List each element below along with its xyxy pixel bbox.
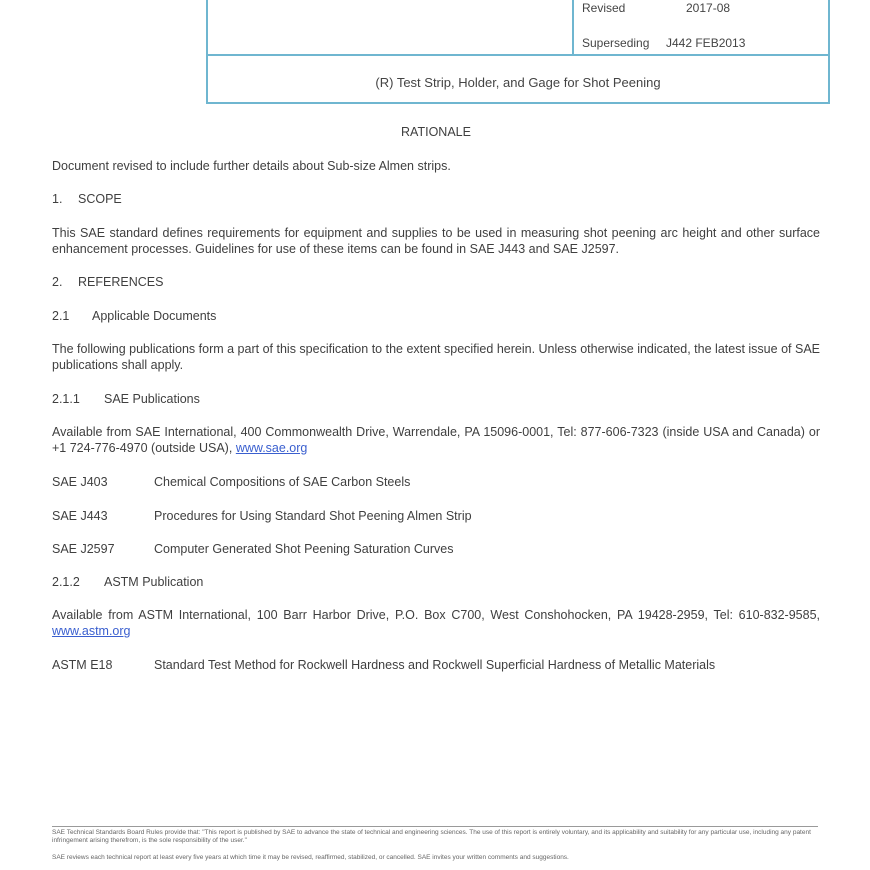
references-heading bbox=[52, 274, 820, 290]
applicable-documents-heading bbox=[52, 308, 820, 324]
reference-code: SAE J403 bbox=[52, 475, 108, 489]
astm-publication-heading bbox=[52, 574, 820, 590]
scope-title: SCOPE bbox=[78, 192, 122, 206]
applicable-documents-text: The following publications form a part of this specification to the extent specified herein. Unless otherwise indicated, the latest issue of SAE publications shall apply. bbox=[52, 342, 820, 372]
astm-website-link[interactable]: www.astm.org bbox=[52, 624, 131, 638]
header-divider-vertical bbox=[572, 0, 574, 56]
superseding-label: Superseding bbox=[582, 36, 650, 50]
applicable-number: 2.1 bbox=[52, 309, 70, 323]
rationale-text: Document revised to include further details about Sub-size Almen strips. bbox=[52, 159, 451, 173]
reference-code: SAE J2597 bbox=[52, 542, 115, 556]
scope-heading bbox=[52, 191, 820, 207]
references-title: REFERENCES bbox=[78, 275, 164, 289]
reference-item bbox=[52, 508, 820, 524]
reference-item bbox=[52, 657, 820, 673]
scope-text: This SAE standard defines requirements for equipment and supplies to be used in measuring shot peening arc height and other surface enhancement processes. Guidelines for use of these items can be found in SAE J443 and SAE J2597. bbox=[52, 226, 820, 256]
reference-title: Computer Generated Shot Peening Saturation Curves bbox=[154, 542, 454, 556]
sae-website-link[interactable]: www.sae.org bbox=[235, 441, 308, 455]
reference-code: SAE J443 bbox=[52, 509, 108, 523]
sae-number: 2.1.1 bbox=[52, 392, 80, 406]
sae-publications-text bbox=[52, 424, 820, 456]
astm-availability: Available from ASTM International, 100 Barr Harbor Drive, P.O. Box C700, West Conshohocken, PA 19428-2959, Tel: 610-832-9585, bbox=[52, 608, 820, 622]
header-divider-horizontal bbox=[208, 54, 828, 56]
revised-value: 2017-08 bbox=[686, 1, 731, 15]
sae-availability: Available from SAE International, 400 Commonwealth Drive, Warrendale, PA 15096-0001, Tel: 877-606-7323 (inside USA and Canada) or +1 724-776-4970 (outside USA), bbox=[52, 425, 820, 455]
reference-title: Procedures for Using Standard Shot Peening Almen Strip bbox=[154, 509, 472, 523]
footer-review-text: SAE reviews each technical report at least every five years at which time it may be revised, reaffirmed, stabilized, or cancelled. SAE invites your written comments and suggestions. bbox=[52, 854, 569, 861]
scope-number: 1. bbox=[52, 192, 63, 206]
footer-divider bbox=[52, 826, 818, 827]
applicable-title: Applicable Documents bbox=[92, 309, 217, 323]
superseding-value: J442 FEB2013 bbox=[666, 36, 746, 50]
revised-label: Revised bbox=[582, 1, 626, 15]
references-number: 2. bbox=[52, 275, 63, 289]
astm-number: 2.1.2 bbox=[52, 575, 80, 589]
astm-publication-text bbox=[52, 607, 820, 639]
reference-item bbox=[52, 474, 820, 490]
reference-title: Standard Test Method for Rockwell Hardness and Rockwell Superficial Hardness of Metallic Materials bbox=[154, 658, 716, 672]
reference-title: Chemical Compositions of SAE Carbon Steels bbox=[154, 475, 411, 489]
reference-code: ASTM E18 bbox=[52, 658, 113, 672]
footer-rules-text: SAE Technical Standards Board Rules provide that: "This report is published by SAE to advance the state of technical and engineering sciences. The use of this report is entirely voluntary, and its applicability and suitability for any particular use, including any patent infringement arising therefrom, is the sole responsibility of the user." bbox=[52, 829, 811, 844]
rationale-heading: RATIONALE bbox=[401, 125, 471, 139]
sae-publications-heading bbox=[52, 391, 820, 407]
astm-title: ASTM Publication bbox=[104, 575, 204, 589]
document-title: (R) Test Strip, Holder, and Gage for Shot Peening bbox=[375, 75, 661, 90]
reference-item bbox=[52, 541, 820, 557]
sae-title: SAE Publications bbox=[104, 392, 200, 406]
